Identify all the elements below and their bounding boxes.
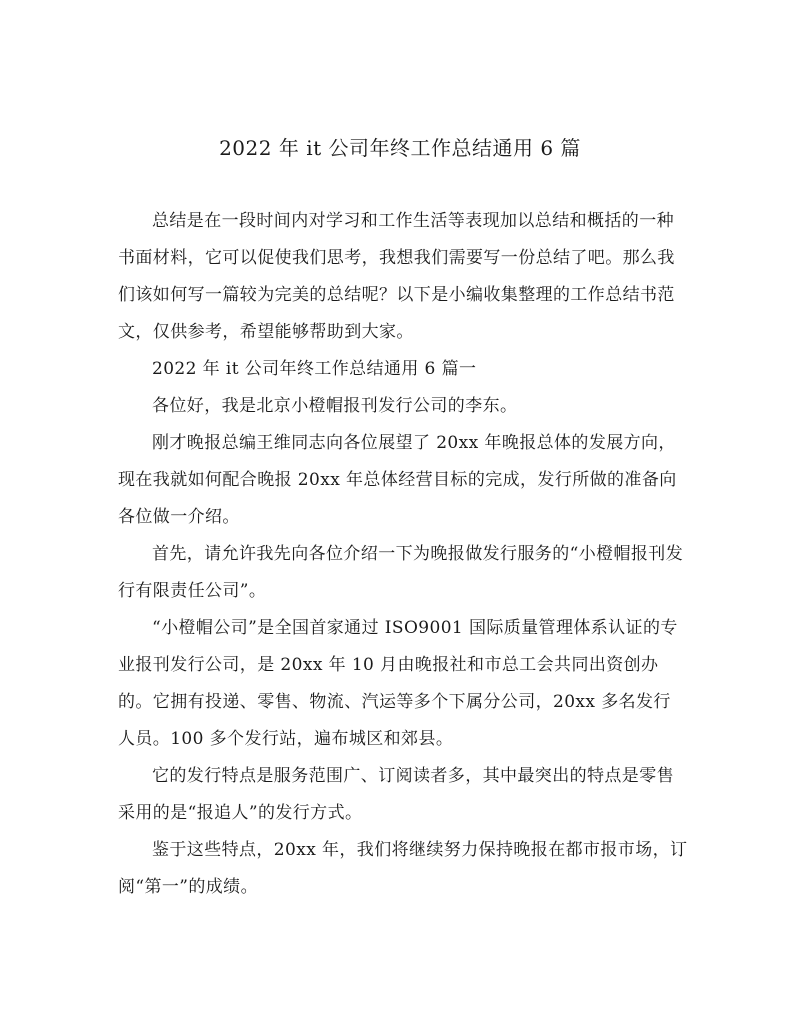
paragraph-outlook: 刚才晚报总编王维同志向各位展望了 20xx 年晚报总体的发展方向，现在我就如何配合晚报 20xx 年总体经营目标的完成，发行所做的准备向各位做一介绍。 xyxy=(118,433,677,527)
document-body xyxy=(118,203,688,906)
paragraph-greeting: 各位好，我是北京小橙帽报刊发行公司的李东。 xyxy=(152,396,518,416)
paragraph-section-heading: 2022 年 it 公司年终工作总结通用 6 篇一 xyxy=(152,359,477,379)
paragraph-intro: 总结是在一段时间内对学习和工作生活等表现加以总结和概括的一种书面材料，它可以促使我们思考，我想我们需要写一份总结了吧。那么我们该如何写一篇较为完美的总结呢？以下是小编收集整理的工作总结书范文，仅供参考，希望能够帮助到大家。 xyxy=(118,211,675,342)
paragraph-company-intro: 首先，请允许我先向各位介绍一下为晚报做发行服务的“小橙帽报刊发行有限责任公司”。 xyxy=(118,544,684,601)
paragraph-company-detail: “小橙帽公司”是全国首家通过 ISO9001 国际质量管理体系认证的专业报刊发行公司，是 20xx 年 10 月由晚报社和市总工会共同出资创办的。它拥有投递、零售、物流、汽运等多个下属分公司，20xx 多名发行人员。100 多个发行站，遍布城区和郊县。 xyxy=(118,618,678,749)
document-title: 2022 年 it 公司年终工作总结通用 6 篇 xyxy=(219,136,581,160)
paragraph-goal: 鉴于这些特点，20xx 年，我们将继续努力保持晚报在都市报市场，订阅“第一”的成绩。 xyxy=(118,840,688,897)
paragraph-features: 它的发行特点是服务范围广、订阅读者多，其中最突出的特点是零售采用的是“报追人”的发行方式。 xyxy=(118,766,674,823)
